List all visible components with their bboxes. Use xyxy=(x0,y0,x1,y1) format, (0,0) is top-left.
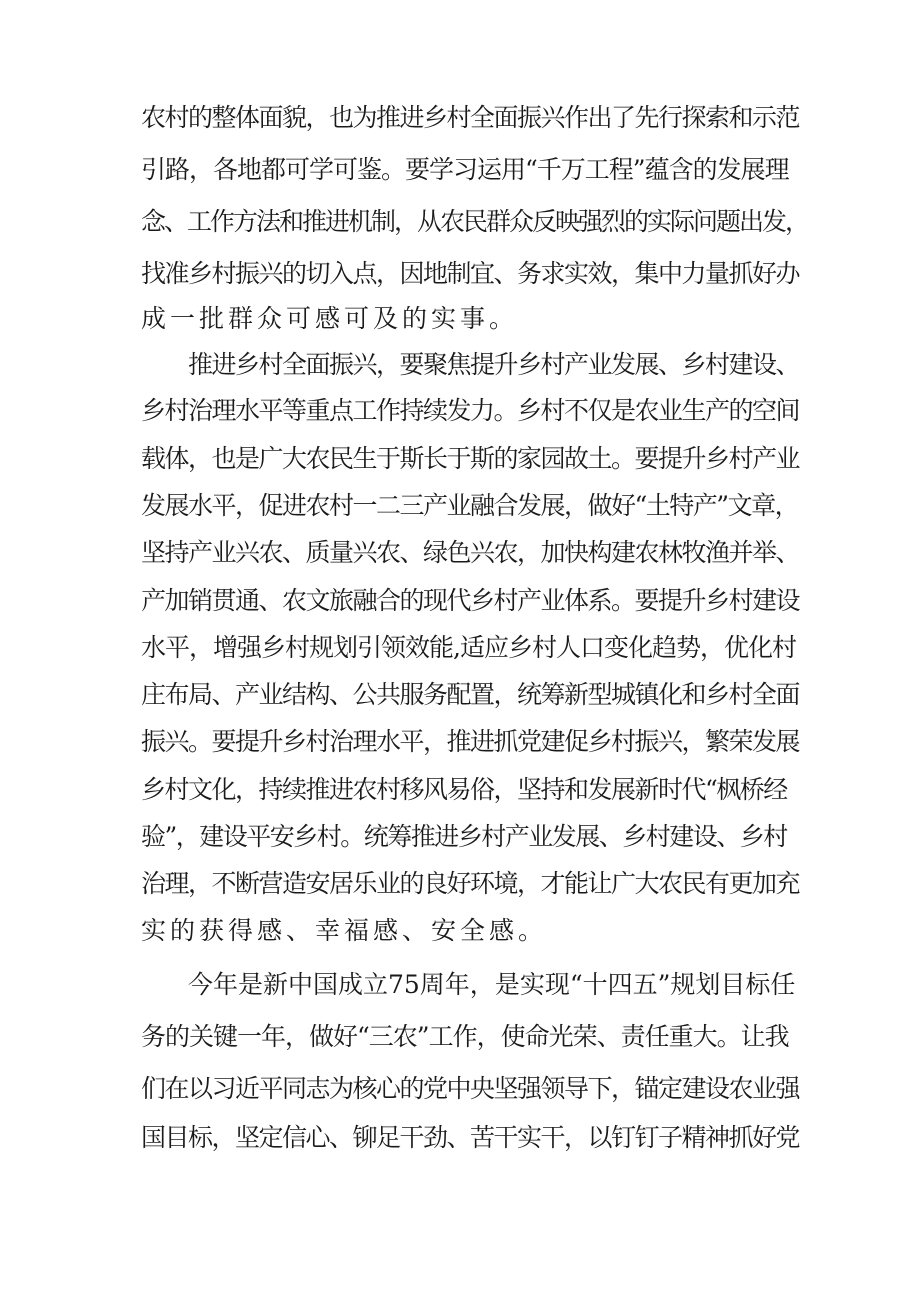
paragraph-2-line-9: 振兴。要提升乡村治理水平，推进抓党建促乡村振兴，繁荣发展 xyxy=(141,727,800,756)
paragraph-1-line-5: 成一批群众可感可及的实事。 xyxy=(141,304,519,333)
paragraph-2-line-11: 验”，建设平安乡村。统筹推进乡村产业发展、乡村建设、乡村 xyxy=(141,822,787,851)
paragraph-1-line-1: 农村的整体面貌，也为推进乡村全面振兴作出了先行探索和示范 xyxy=(141,103,800,132)
paragraph-1-line-3: 念、工作方法和推进机制，从农民群众反映强烈的实际问题出发， xyxy=(141,207,809,236)
paragraph-2-line-12: 治理，不断营造安居乐业的良好环境，才能让广大农民有更加充 xyxy=(141,869,800,898)
paragraph-3-line-3: 们在以习近平同志为核心的党中央坚强领导下，锚定建设农业强 xyxy=(141,1074,800,1103)
paragraph-2-line-7: 水平，增强乡村规划引领效能,适应乡村人口变化趋势，优化村 xyxy=(141,633,796,662)
paragraph-2-line-8: 庄布局、产业结构、公共服务配置，统筹新型城镇化和乡村全面 xyxy=(141,680,800,709)
paragraph-2-line-10: 乡村文化，持续推进农村移风易俗，坚持和发展新时代“枫桥经 xyxy=(141,775,787,804)
paragraph-2-line-4: 发展水平，促进农村一二三产业融合发展，做好“土特产”文章， xyxy=(141,491,799,520)
paragraph-2-line-13: 实的获得感、幸福感、安全感。 xyxy=(141,916,548,945)
paragraph-2-line-6: 产加销贯通、农文旅融合的现代乡村产业体系。要提升乡村建设 xyxy=(141,586,800,615)
paragraph-3-line-4: 国目标，坚定信心、铆足干劲、苦干实干，以钉钉子精神抓好党 xyxy=(141,1123,800,1152)
paragraph-2-line-5: 坚持产业兴农、质量兴农、绿色兴农，加快构建农林牧渔并举、 xyxy=(141,538,800,567)
paragraph-3-line-2: 务的关键一年，做好“三农”工作，使命光荣、责任重大。让我 xyxy=(141,1022,789,1051)
paragraph-1-line-4: 找准乡村振兴的切入点，因地制宜、务求实效，集中力量抓好办 xyxy=(141,259,800,288)
paragraph-2-line-2: 乡村治理水平等重点工作持续发力。乡村不仅是农业生产的空间 xyxy=(141,396,800,425)
paragraph-3-line-1: 今年是新中国成立75周年，是实现“十四五”规划目标任 xyxy=(188,970,796,999)
paragraph-2-line-3: 载体，也是广大农民生于斯长于斯的家园故土。要提升乡村产业 xyxy=(141,444,800,473)
paragraph-2-line-1: 推进乡村全面振兴，要聚焦提升乡村产业发展、乡村建设、 xyxy=(188,350,800,379)
paragraph-1-line-2: 引路，各地都可学可鉴。要学习运用“千万工程”蕴含的发展理 xyxy=(141,155,789,184)
